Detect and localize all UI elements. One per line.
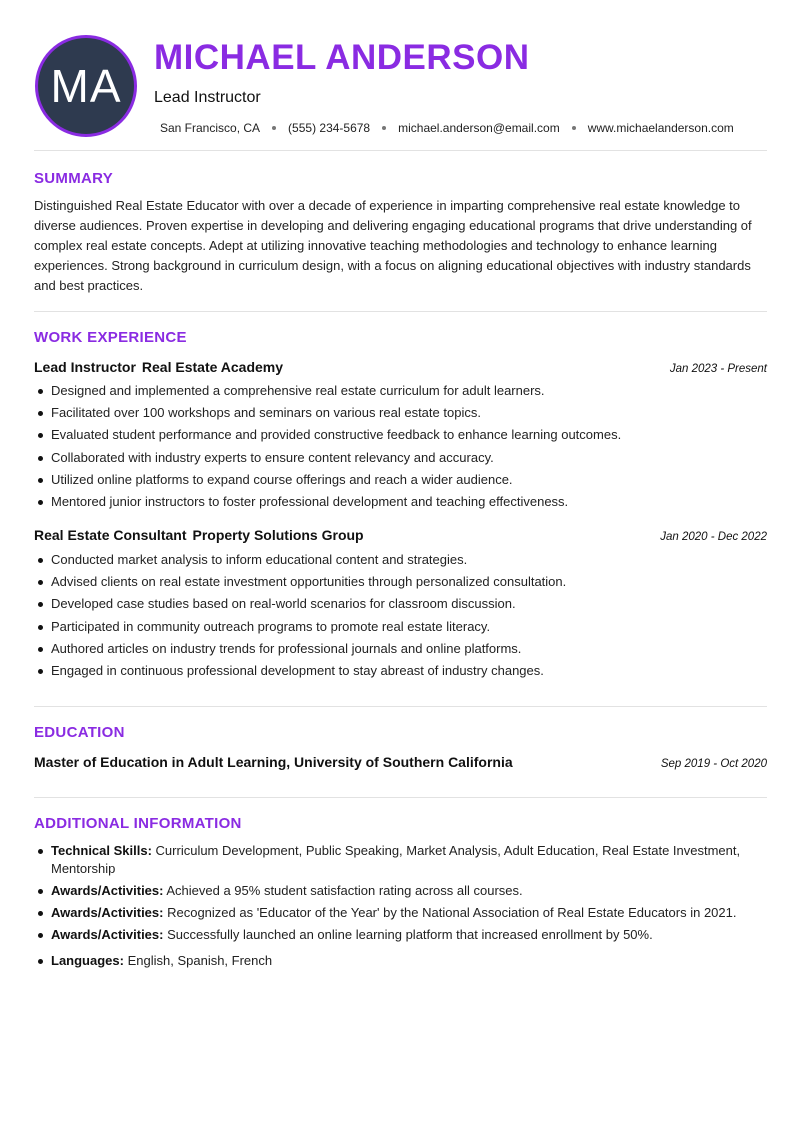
- info-text: Achieved a 95% student satisfaction rating across all courses.: [166, 883, 523, 898]
- info-label: Languages:: [51, 953, 124, 968]
- avatar-initials: MA: [50, 60, 122, 112]
- info-label: Technical Skills:: [51, 843, 152, 858]
- divider: [34, 311, 767, 312]
- list-item: Developed case studies based on real-world scenarios for classroom discussion.: [34, 593, 769, 615]
- job-company: Property Solutions Group: [192, 527, 364, 543]
- list-item: Authored articles on industry trends for professional journals and online platforms.: [34, 638, 769, 660]
- info-text: English, Spanish, French: [127, 953, 273, 968]
- contact-email[interactable]: michael.anderson@email.com: [398, 121, 560, 135]
- education-degree: Master of Education in Adult Learning, University of Southern California: [34, 754, 513, 770]
- separator-dot-icon: [382, 126, 386, 130]
- divider: [34, 150, 767, 151]
- list-item: Mentored junior instructors to foster professional development and teaching effectiveness.: [34, 491, 769, 513]
- section-title-education: EDUCATION: [34, 724, 125, 741]
- job-header: [34, 526, 767, 546]
- section-title-work-experience: WORK EXPERIENCE: [34, 329, 187, 346]
- list-item: [34, 952, 769, 970]
- job-bullets: [34, 380, 769, 513]
- separator-dot-icon: [272, 126, 276, 130]
- info-text: Successfully launched an online learning platform that increased enrollment by 50%.: [167, 927, 653, 942]
- contact-phone[interactable]: (555) 234-5678: [288, 121, 371, 135]
- list-item: Designed and implemented a comprehensive real estate curriculum for adult learners.: [34, 380, 769, 402]
- section-title-additional-information: ADDITIONAL INFORMATION: [34, 815, 242, 832]
- list-item: [34, 926, 769, 944]
- list-item: Advised clients on real estate investment opportunities through personalized consultation.: [34, 571, 769, 593]
- contact-bar: [160, 120, 734, 136]
- job-dates: Jan 2020 - Dec 2022: [660, 531, 767, 543]
- contact-website[interactable]: www.michaelanderson.com: [587, 121, 734, 135]
- job-role: Real Estate Consultant: [34, 527, 187, 543]
- contact-location: San Francisco, CA: [160, 121, 261, 135]
- job-title-company: [34, 358, 283, 376]
- info-text: Recognized as 'Educator of the Year' by the National Association of Real Estate Educators in 2021.: [167, 905, 737, 920]
- candidate-name: MICHAEL ANDERSON: [154, 38, 530, 77]
- list-item: [34, 882, 769, 900]
- job-role: Lead Instructor: [34, 359, 136, 375]
- candidate-title: Lead Instructor: [154, 89, 261, 106]
- education-row: [34, 753, 767, 773]
- divider: [34, 706, 767, 707]
- section-title-summary: SUMMARY: [34, 170, 114, 187]
- list-item: Engaged in continuous professional development to stay abreast of industry changes.: [34, 660, 769, 682]
- avatar: [35, 35, 137, 137]
- list-item: Facilitated over 100 workshops and seminars on various real estate topics.: [34, 402, 769, 424]
- list-item: Conducted market analysis to inform educational content and strategies.: [34, 549, 769, 571]
- separator-dot-icon: [572, 126, 576, 130]
- job-bullets: [34, 549, 769, 682]
- education-dates: Sep 2019 - Oct 2020: [660, 758, 767, 770]
- additional-info-list: [34, 842, 769, 974]
- list-item: [34, 904, 769, 922]
- divider: [34, 797, 767, 798]
- list-item: Collaborated with industry experts to ensure content relevancy and accuracy.: [34, 447, 769, 469]
- summary-text: Distinguished Real Estate Educator with over a decade of experience in imparting comprehensive real estate knowledge to diverse audiences. Proven expertise in developing and delivering engaging educational programs that drive understanding of complex real estate concepts. Adept at utilizing innovative teaching methodologies and technology to enhance learning experiences. Strong background in curriculum design, with a focus on aligning educational objectives with industry standards and best practices.: [34, 198, 752, 293]
- list-item: [34, 842, 769, 878]
- list-item: Evaluated student performance and provided constructive feedback to enhance learning outcomes.: [34, 424, 769, 446]
- job-header: [34, 358, 767, 378]
- info-label: Awards/Activities:: [51, 927, 164, 942]
- job-dates: Jan 2023 - Present: [669, 363, 767, 375]
- list-item: Participated in community outreach programs to promote real estate literacy.: [34, 616, 769, 638]
- job-company: Real Estate Academy: [141, 359, 284, 375]
- info-label: Awards/Activities:: [51, 905, 164, 920]
- list-item: Utilized online platforms to expand course offerings and reach a wider audience.: [34, 469, 769, 491]
- job-title-company: [34, 526, 364, 544]
- info-text: Curriculum Development, Public Speaking, Market Analysis, Adult Education, Real Estate Investment, Mentorship: [51, 843, 741, 876]
- info-label: Awards/Activities:: [51, 883, 164, 898]
